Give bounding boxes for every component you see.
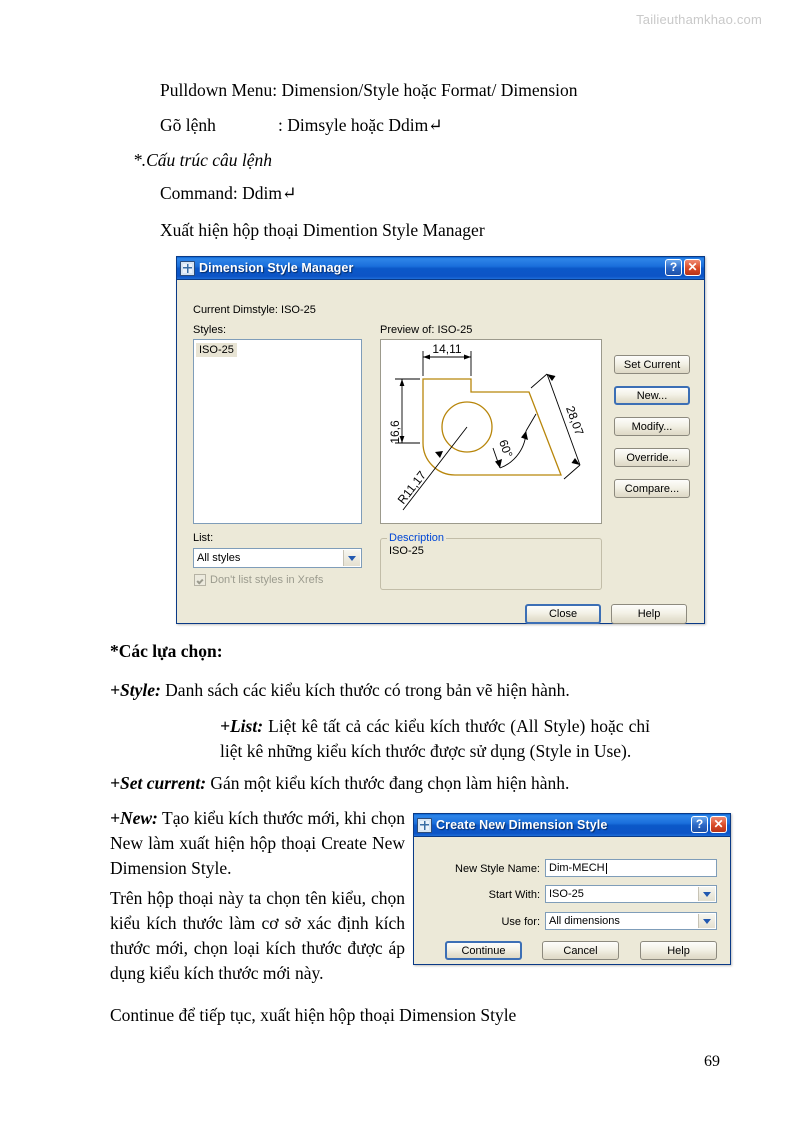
close-icon[interactable]: ✕: [710, 816, 727, 833]
create-dialog-body: [414, 837, 730, 965]
site-watermark: Tailieuthamkhao.com: [636, 12, 762, 27]
styles-label: Styles:: [193, 324, 227, 336]
styles-list-item[interactable]: ISO-25: [196, 343, 237, 357]
option-new-label: +New:: [110, 808, 158, 828]
create-titlebar-buttons: [691, 816, 727, 833]
dialog-body: [177, 280, 704, 624]
option-style-text: Danh sách các kiểu kích thước có trong bản vẽ hiện hành.: [160, 680, 570, 700]
text-cursor: [606, 863, 607, 874]
paragraph-usage: Trên hộp thoại này ta chọn tên kiểu, chọn kiểu kích thước làm cơ sở xác định kích thước mới, chọn loại kích thước được áp dụng kiểu kích thước mới này.: [110, 888, 405, 983]
command-entry-value: : Dimsyle hoặc Ddim↵: [278, 115, 443, 135]
description-group-title: Description: [389, 532, 445, 544]
command-entry-label: Gõ lệnh: [160, 115, 216, 135]
cancel-button[interactable]: Cancel: [542, 941, 619, 960]
set-current-button[interactable]: Set Current: [614, 355, 690, 374]
create-dialog-titlebar[interactable]: [414, 814, 730, 837]
list-filter-combo[interactable]: [193, 548, 362, 568]
page-number: 69: [704, 1053, 720, 1070]
titlebar-buttons: [665, 259, 701, 276]
option-list-text: Liệt kê tất cả các kiểu kích thước (All Style) hoặc chỉ liệt kê những kiểu kích thước được sử dụng (Style in Use).: [220, 716, 650, 761]
line-pulldown-menu: Pulldown Menu: Dimension/Style hoặc Format/ Dimension: [160, 80, 578, 100]
start-with-combo[interactable]: [545, 885, 717, 903]
create-dialog-title: Create New Dimension Style: [436, 818, 608, 832]
dim-angle-label: 60°: [496, 437, 516, 460]
new-style-name-input[interactable]: [545, 859, 717, 877]
list-filter-value: All styles: [197, 552, 241, 564]
help-button[interactable]: Help: [611, 604, 687, 624]
dim-diagonal-label: 28,07: [563, 404, 587, 438]
dialog-title: Dimension Style Manager: [199, 261, 354, 275]
dont-list-xrefs-label: Don't list styles in Xrefs: [210, 574, 324, 586]
continue-button[interactable]: Continue: [445, 941, 522, 960]
modify-button[interactable]: Modify...: [614, 417, 690, 436]
option-set-current-text: Gán một kiểu kích thước đang chọn làm hiện hành.: [206, 773, 570, 793]
preview-label: Preview of: ISO-25: [380, 324, 473, 336]
start-with-value: ISO-25: [549, 888, 584, 900]
paragraph-continue: Continue để tiếp tục, xuất hiện hộp thoại Dimension Style: [110, 1005, 517, 1025]
close-button[interactable]: Close: [525, 604, 601, 624]
dialog-titlebar[interactable]: [177, 257, 704, 280]
chevron-down-icon[interactable]: [698, 887, 715, 901]
override-button[interactable]: Override...: [614, 448, 690, 467]
help-icon[interactable]: ?: [665, 259, 682, 276]
dimension-style-icon: [417, 818, 432, 833]
use-for-combo[interactable]: [545, 912, 717, 930]
use-for-value: All dimensions: [549, 915, 620, 927]
current-dimstyle-label: Current Dimstyle: ISO-25: [193, 304, 316, 316]
dimension-style-icon: [180, 261, 195, 276]
style-preview-panel: [380, 339, 602, 524]
chevron-down-icon[interactable]: [343, 550, 360, 566]
description-groupbox: [380, 532, 602, 590]
use-for-label: Use for:: [501, 916, 540, 928]
new-style-name-label: New Style Name:: [455, 863, 540, 875]
new-style-name-value: Dim-MECH: [549, 862, 605, 874]
heading-cac-lua-chon: *Các lựa chọn:: [110, 641, 223, 661]
line-command-entry: [160, 113, 443, 138]
option-list-label: +List:: [220, 716, 264, 736]
option-set-current: [110, 771, 722, 796]
dim-radius-label: R11,17: [394, 468, 430, 507]
create-new-dimension-style-dialog[interactable]: [413, 813, 731, 965]
chevron-down-icon[interactable]: [698, 914, 715, 928]
list-label: List:: [193, 532, 214, 544]
compare-button[interactable]: Compare...: [614, 479, 690, 498]
option-new: [110, 806, 405, 881]
dont-list-xrefs-checkbox[interactable]: [194, 574, 323, 586]
styles-listbox[interactable]: [193, 339, 362, 524]
new-button[interactable]: New...: [614, 386, 690, 405]
option-style-label: +Style:: [110, 680, 161, 700]
dim-top-label: 14,11: [432, 342, 462, 356]
option-new-text: Tạo kiểu kích thước mới, khi chọn New làm xuất hiện hộp thoại Create New Dimension Style.: [110, 808, 405, 878]
option-list: [220, 714, 650, 764]
dimension-preview-drawing: [381, 340, 601, 523]
dimension-style-manager-dialog[interactable]: [176, 256, 705, 624]
option-set-current-label: +Set current:: [110, 773, 207, 793]
heading-cau-truc-cau-lenh: *.Cấu trúc câu lệnh: [133, 150, 273, 170]
line-command-ddim: Command: Ddim↵: [160, 183, 297, 203]
help-icon[interactable]: ?: [691, 816, 708, 833]
create-help-button[interactable]: Help: [640, 941, 717, 960]
line-dialog-appears: Xuất hiện hộp thoại Dimention Style Manager: [160, 220, 485, 240]
dim-left-label: 16,6: [388, 420, 402, 444]
description-value: ISO-25: [389, 545, 424, 557]
close-icon[interactable]: ✕: [684, 259, 701, 276]
checkbox-icon: [194, 574, 206, 586]
option-style: [110, 678, 722, 703]
start-with-label: Start With:: [488, 889, 540, 901]
